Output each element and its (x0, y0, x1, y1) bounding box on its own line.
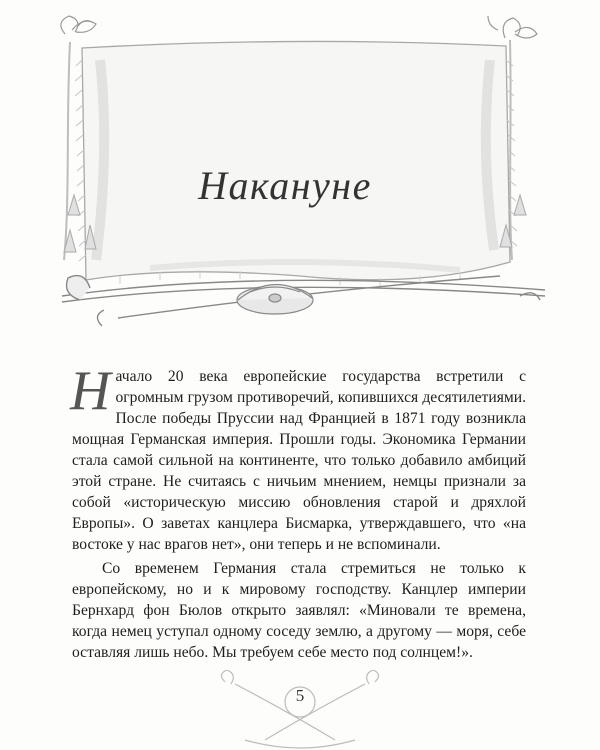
footer-swords-ornament (195, 670, 405, 750)
body-text (70, 360, 526, 663)
paragraph-1 (70, 360, 526, 555)
drop-cap-letter: Н (70, 360, 111, 422)
paragraph-1-text: ачало 20 века европейские государства встретили с огромным грузом противоречий, копившихся десятилетиями. После победы Пруссии над Францией в 1871 году возникла мощная Германская империя. Прошли годы. Экономика Германии стала самой сильной на континенте, что только добавило амбиций этой стране. Не считаясь с ничьим мнением, немцы признали за собой «историческую миссию обновления старой и дряхлой Европы». О заветах канцлера Бисмарка, утверждавшего, что «на востоке у нас врагов нет», они теперь и не вспоминали. (72, 368, 526, 553)
page-number: 5 (295, 686, 305, 705)
left-flourish-ornament (61, 16, 96, 34)
paragraph-2: Со временем Германия стала стремиться не только к европейскому, но и к мировому господству. Канцлер империи Бернхард фон Бюлов открыто заявлял: «Миновали те времена, когда немец уступал одному соседу землю, а другому — моря, себе оставляя лишь небо. Мы требуем себе место под солнцем!». (72, 560, 526, 661)
officer-cap (237, 284, 313, 314)
chapter-title: Накануне (198, 163, 372, 208)
right-flourish-ornament (488, 16, 537, 38)
flag-cloth (82, 41, 510, 280)
